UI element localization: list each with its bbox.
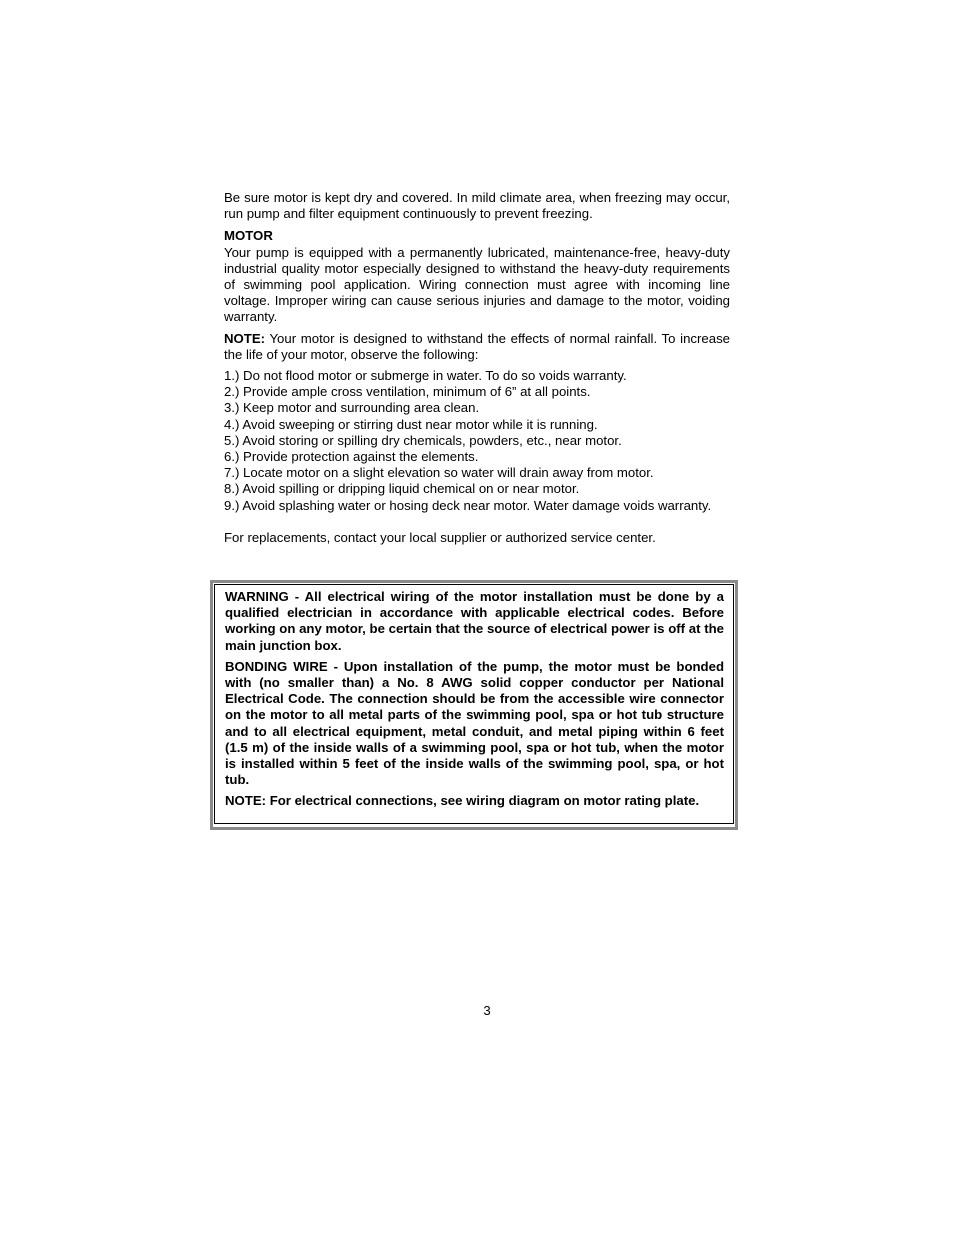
list-item: 3.) Keep motor and surrounding area clean. xyxy=(224,400,480,416)
page-number: 3 xyxy=(483,1003,491,1018)
list-item: 5.) Avoid storing or spilling dry chemicals, powders, etc., near motor. xyxy=(224,432,622,448)
page-content xyxy=(224,190,730,546)
list-item: 1.) Do not flood motor or submerge in water. To do so voids warranty. xyxy=(224,368,627,384)
warning-box xyxy=(210,580,738,830)
list-item: 6.) Provide protection against the elements. xyxy=(224,449,479,465)
note-label: NOTE: xyxy=(224,330,266,346)
bonding-wire-paragraph: BONDING WIRE - Upon installation of the pump, the motor must be bonded with (no smaller than) a No. 8 AWG solid copper conductor per National Electrical Code. The connection should be from the accessible wire connector on the motor to all metal parts of the swimming pool, spa or hot tub structure and to all electrical equipment, metal conduit, and metal piping within 6 feet (1.5 m) of the inside walls of a swimming pool, spa or hot tub, when the motor is installed within 5 feet of the inside walls of the swimming pool, spa, or hot tub. xyxy=(225,658,724,788)
note-paragraph xyxy=(224,331,730,363)
motor-description: Your pump is equipped with a permanently lubricated, maintenance-free, heavy-duty industrial quality motor especially designed to withstand the heavy-duty requirements of swimming pool application. Wiring connection must agree with incoming line voltage. Improper wiring can cause serious injuries and damage to the motor, voiding warranty. xyxy=(224,244,730,325)
list-item: 9.) Avoid splashing water or hosing deck near motor. Water damage voids warranty. xyxy=(224,497,712,513)
list-item: 2.) Provide ample cross ventilation, minimum of 6” at all points. xyxy=(224,384,591,400)
intro-paragraph: Be sure motor is kept dry and covered. In mild climate area, when freezing may occur, run pump and filter equipment continuously to prevent freezing. xyxy=(224,190,730,222)
list-item: 4.) Avoid sweeping or stirring dust near motor while it is running. xyxy=(224,416,598,432)
wiring-note-paragraph: NOTE: For electrical connections, see wiring diagram on motor rating plate. xyxy=(225,793,700,809)
list-item: 8.) Avoid spilling or dripping liquid chemical on or near motor. xyxy=(224,481,580,497)
warning-box-inner xyxy=(214,584,734,824)
list-item: 7.) Locate motor on a slight elevation so water will drain away from motor. xyxy=(224,465,654,481)
replacement-paragraph: For replacements, contact your local supplier or authorized service center. xyxy=(224,529,656,545)
note-text: Your motor is designed to withstand the effects of normal rainfall. To increase the life of your motor, observe the following: xyxy=(224,330,730,362)
warning-paragraph: WARNING - All electrical wiring of the motor installation must be done by a qualified electrician in accordance with applicable electrical codes. Before working on any motor, be certain that the source of electrical power is off at the main junction box. xyxy=(225,589,724,653)
motor-care-list xyxy=(224,368,730,514)
motor-heading: MOTOR xyxy=(224,228,273,244)
